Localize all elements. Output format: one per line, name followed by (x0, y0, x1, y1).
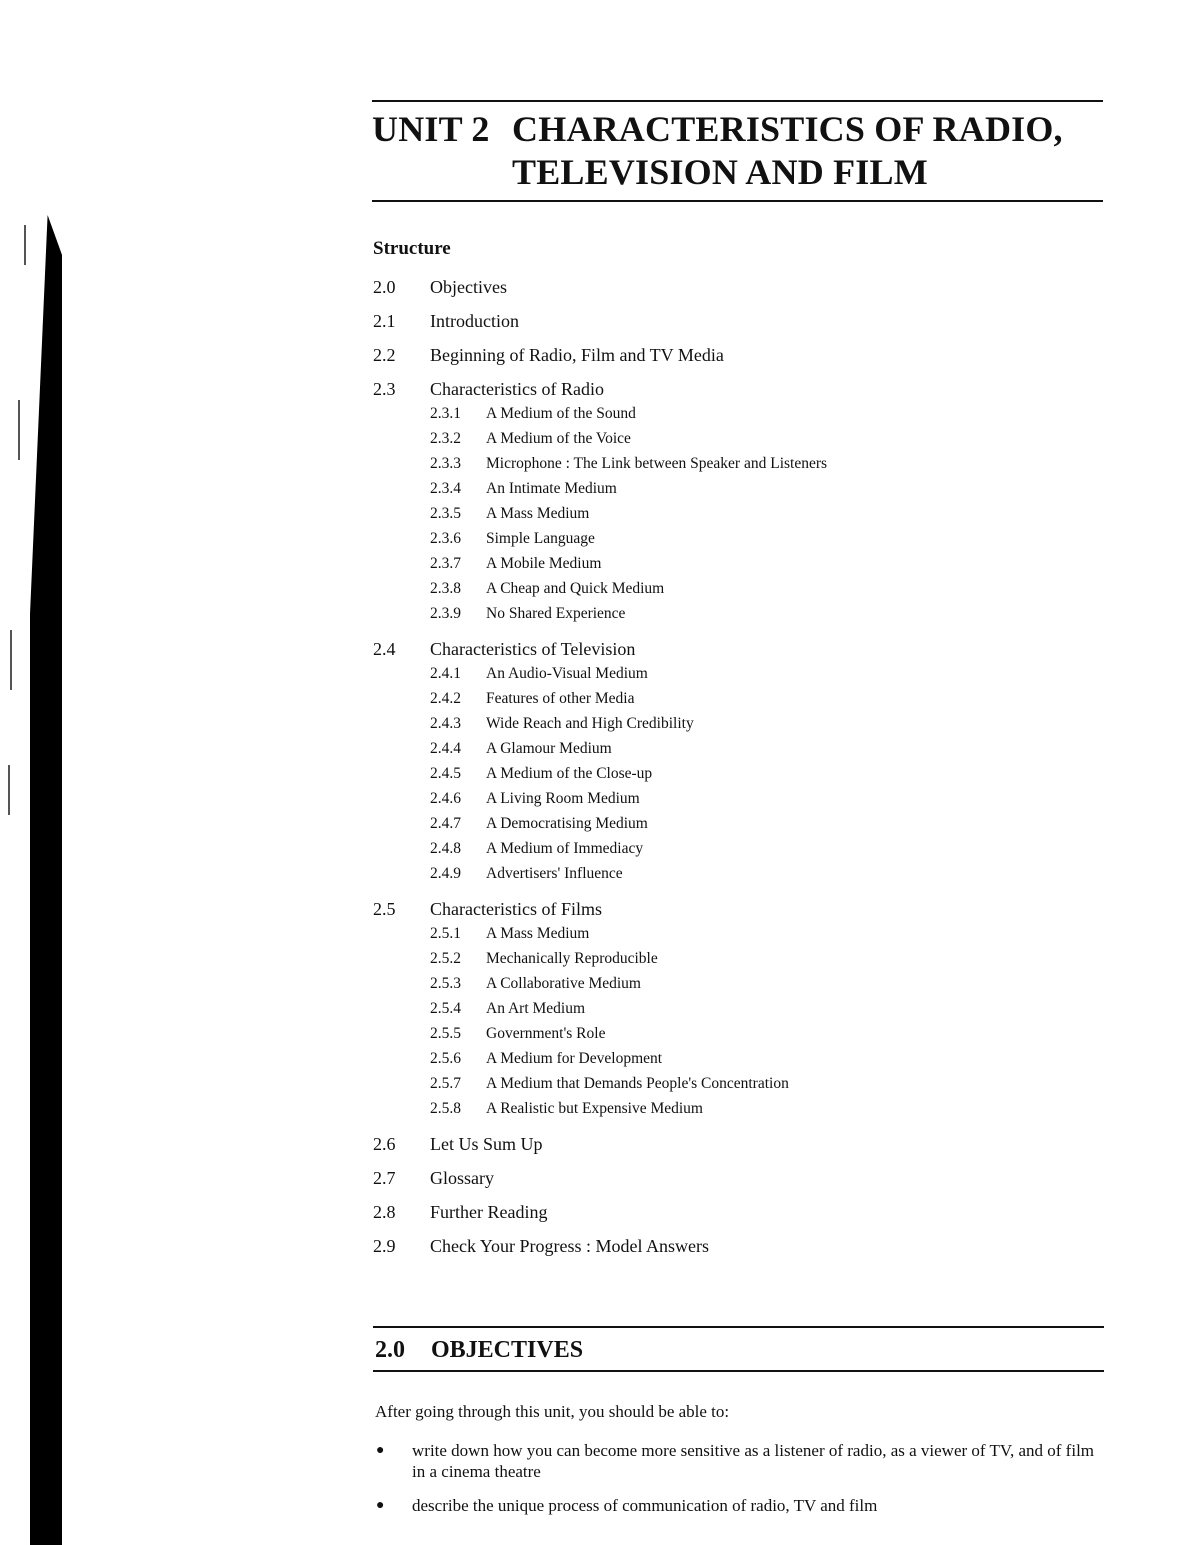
toc-subentry (430, 501, 1103, 526)
scan-mark (10, 630, 12, 690)
bullet-dot-icon: ● (376, 1443, 385, 1458)
scan-mark (18, 400, 20, 460)
toc-entry-number: 2.7 (373, 1168, 396, 1188)
scan-page-edge (0, 0, 62, 1545)
toc-subentry-title: A Glamour Medium (486, 740, 612, 757)
table-of-contents (373, 276, 1103, 1257)
toc-subentry-title: Microphone : The Link between Speaker and Listeners (486, 455, 828, 472)
toc-subentry (430, 1096, 1103, 1121)
toc-entry-title: Characteristics of Television (430, 639, 636, 659)
toc-entry (373, 638, 1103, 660)
toc-entry (373, 1201, 1103, 1223)
toc-entry-number: 2.5 (373, 899, 396, 919)
toc-subentry (430, 711, 1103, 736)
objective-bullet (373, 1495, 1104, 1516)
toc-subentry (430, 736, 1103, 761)
toc-subentry (430, 526, 1103, 551)
toc-entry-number: 2.8 (373, 1202, 396, 1222)
toc-entry-number: 2.9 (373, 1236, 396, 1256)
objectives-heading (373, 1328, 1104, 1370)
toc-subentry (430, 451, 1103, 476)
toc-subentry-number: 2.4.2 (430, 690, 461, 707)
toc-entry-title: Further Reading (430, 1202, 548, 1222)
toc-entry-number: 2.4 (373, 639, 396, 659)
unit-header (372, 100, 1103, 202)
toc-subentry-number: 2.5.1 (430, 925, 461, 942)
toc-subentry-number: 2.5.7 (430, 1075, 461, 1092)
objectives-bottom-rule (373, 1370, 1104, 1372)
toc-subsection-list (430, 921, 1103, 1121)
unit-label: UNIT 2 (372, 109, 490, 149)
toc-subentry-title: A Mass Medium (486, 505, 590, 522)
toc-subentry-number: 2.3.1 (430, 405, 461, 422)
header-bottom-rule (372, 200, 1103, 202)
toc-entry (373, 1133, 1103, 1155)
toc-entry-title: Check Your Progress : Model Answers (430, 1236, 709, 1256)
toc-subentry (430, 996, 1103, 1021)
toc-subentry-number: 2.5.3 (430, 975, 461, 992)
toc-subentry-title: A Medium of the Close-up (486, 765, 653, 782)
toc-subentry-title: A Medium of the Voice (486, 430, 631, 447)
toc-subentry-number: 2.4.7 (430, 815, 461, 832)
toc-entry (373, 1235, 1103, 1257)
toc-entry-number: 2.0 (373, 277, 396, 297)
toc-subentry-number: 2.5.8 (430, 1100, 461, 1117)
bullet-dot-icon: ● (376, 1498, 385, 1513)
toc-subentry-title: A Realistic but Expensive Medium (486, 1100, 703, 1117)
toc-entry (373, 344, 1103, 366)
toc-entry-number: 2.2 (373, 345, 396, 365)
objectives-bullet-list (373, 1440, 1104, 1516)
toc-entry-title: Characteristics of Films (430, 899, 602, 919)
structure-section (373, 238, 1103, 1269)
toc-subentry-number: 2.4.1 (430, 665, 461, 682)
toc-subentry-title: A Medium that Demands People's Concentration (486, 1075, 789, 1092)
unit-title-line-1: CHARACTERISTICS OF RADIO, (512, 109, 1063, 149)
toc-entry-title: Let Us Sum Up (430, 1134, 543, 1154)
toc-subentry-number: 2.3.8 (430, 580, 461, 597)
toc-subentry-title: A Mobile Medium (486, 555, 602, 572)
structure-heading: Structure (373, 238, 451, 259)
objectives-section (373, 1326, 1104, 1529)
toc-subentry-title: A Collaborative Medium (486, 975, 641, 992)
toc-subentry-number: 2.4.6 (430, 790, 461, 807)
scan-mark (24, 225, 26, 265)
toc-subentry-title: A Medium for Development (486, 1050, 663, 1067)
objectives-number: 2.0 (375, 1337, 405, 1363)
toc-subentry-number: 2.4.5 (430, 765, 461, 782)
toc-subentry-title: A Cheap and Quick Medium (486, 580, 665, 597)
toc-subentry-number: 2.4.8 (430, 840, 461, 857)
toc-entry-title: Beginning of Radio, Film and TV Media (430, 345, 724, 365)
unit-title (372, 108, 1103, 194)
toc-subentry (430, 1021, 1103, 1046)
toc-subentry-title: A Mass Medium (486, 925, 590, 942)
toc-subentry (430, 946, 1103, 971)
objectives-title: OBJECTIVES (431, 1337, 584, 1363)
toc-subentry (430, 686, 1103, 711)
toc-subentry (430, 786, 1103, 811)
toc-entry-title: Introduction (430, 311, 519, 331)
toc-subentry-number: 2.5.5 (430, 1025, 461, 1042)
toc-entry (373, 898, 1103, 920)
toc-subentry-number: 2.3.3 (430, 455, 461, 472)
toc-subentry-title: An Intimate Medium (486, 480, 617, 497)
toc-subsection-list (430, 661, 1103, 886)
objective-bullet (373, 1440, 1104, 1482)
toc-subentry (430, 1046, 1103, 1071)
toc-subentry (430, 661, 1103, 686)
objective-bullet-text: describe the unique process of communication of radio, TV and film (412, 1496, 878, 1515)
unit-title-line-2: TELEVISION AND FILM (512, 152, 928, 193)
toc-subentry (430, 811, 1103, 836)
toc-subentry-title: An Art Medium (486, 1000, 586, 1017)
objectives-intro: After going through this unit, you should be able to: (375, 1402, 730, 1421)
toc-subsection-list (430, 401, 1103, 626)
toc-entry-title: Glossary (430, 1168, 494, 1188)
toc-subentry-number: 2.3.7 (430, 555, 461, 572)
toc-subentry-title: An Audio-Visual Medium (486, 665, 648, 682)
toc-subentry-number: 2.5.4 (430, 1000, 461, 1017)
toc-subentry-title: A Living Room Medium (486, 790, 640, 807)
toc-subentry (430, 401, 1103, 426)
toc-subentry-number: 2.3.2 (430, 430, 461, 447)
toc-subentry (430, 476, 1103, 501)
scan-shadow-bar (30, 215, 62, 1545)
header-top-rule (372, 100, 1103, 102)
toc-entry (373, 276, 1103, 298)
toc-subentry (430, 836, 1103, 861)
toc-subentry-title: Features of other Media (486, 690, 635, 707)
toc-subentry-number: 2.5.6 (430, 1050, 461, 1067)
toc-entry-title: Objectives (430, 277, 507, 297)
toc-entry-number: 2.1 (373, 311, 396, 331)
scan-mark (8, 765, 10, 815)
toc-entry (373, 378, 1103, 400)
toc-subentry-number: 2.3.6 (430, 530, 461, 547)
toc-subentry-number: 2.4.3 (430, 715, 461, 732)
toc-subentry-title: A Democratising Medium (486, 815, 648, 832)
toc-subentry-title: Government's Role (486, 1025, 606, 1042)
toc-entry-number: 2.6 (373, 1134, 396, 1154)
toc-subentry-title: A Medium of the Sound (486, 405, 636, 422)
toc-subentry-title: Mechanically Reproducible (486, 950, 658, 967)
toc-subentry (430, 426, 1103, 451)
toc-subentry-title: Advertisers' Influence (486, 865, 623, 882)
toc-subentry-number: 2.4.4 (430, 740, 461, 757)
toc-subentry (430, 576, 1103, 601)
toc-subentry-number: 2.3.5 (430, 505, 461, 522)
toc-subentry (430, 761, 1103, 786)
toc-subentry-title: No Shared Experience (486, 605, 626, 622)
toc-subentry-number: 2.4.9 (430, 865, 461, 882)
toc-entry-title: Characteristics of Radio (430, 379, 604, 399)
toc-subentry-title: Simple Language (486, 530, 595, 547)
toc-entry (373, 1167, 1103, 1189)
toc-subentry (430, 921, 1103, 946)
toc-entry-number: 2.3 (373, 379, 396, 399)
toc-entry (373, 310, 1103, 332)
toc-subentry-number: 2.5.2 (430, 950, 461, 967)
toc-subentry (430, 861, 1103, 886)
toc-subentry-title: A Medium of Immediacy (486, 840, 644, 857)
toc-subentry-title: Wide Reach and High Credibility (486, 715, 694, 732)
toc-subentry (430, 1071, 1103, 1096)
toc-subentry-number: 2.3.4 (430, 480, 461, 497)
toc-subentry (430, 971, 1103, 996)
toc-subentry (430, 601, 1103, 626)
toc-subentry (430, 551, 1103, 576)
objective-bullet-text: write down how you can become more sensitive as a listener of radio, as a viewer of TV, and of film in a cinema theatre (412, 1441, 1095, 1481)
toc-subentry-number: 2.3.9 (430, 605, 461, 622)
